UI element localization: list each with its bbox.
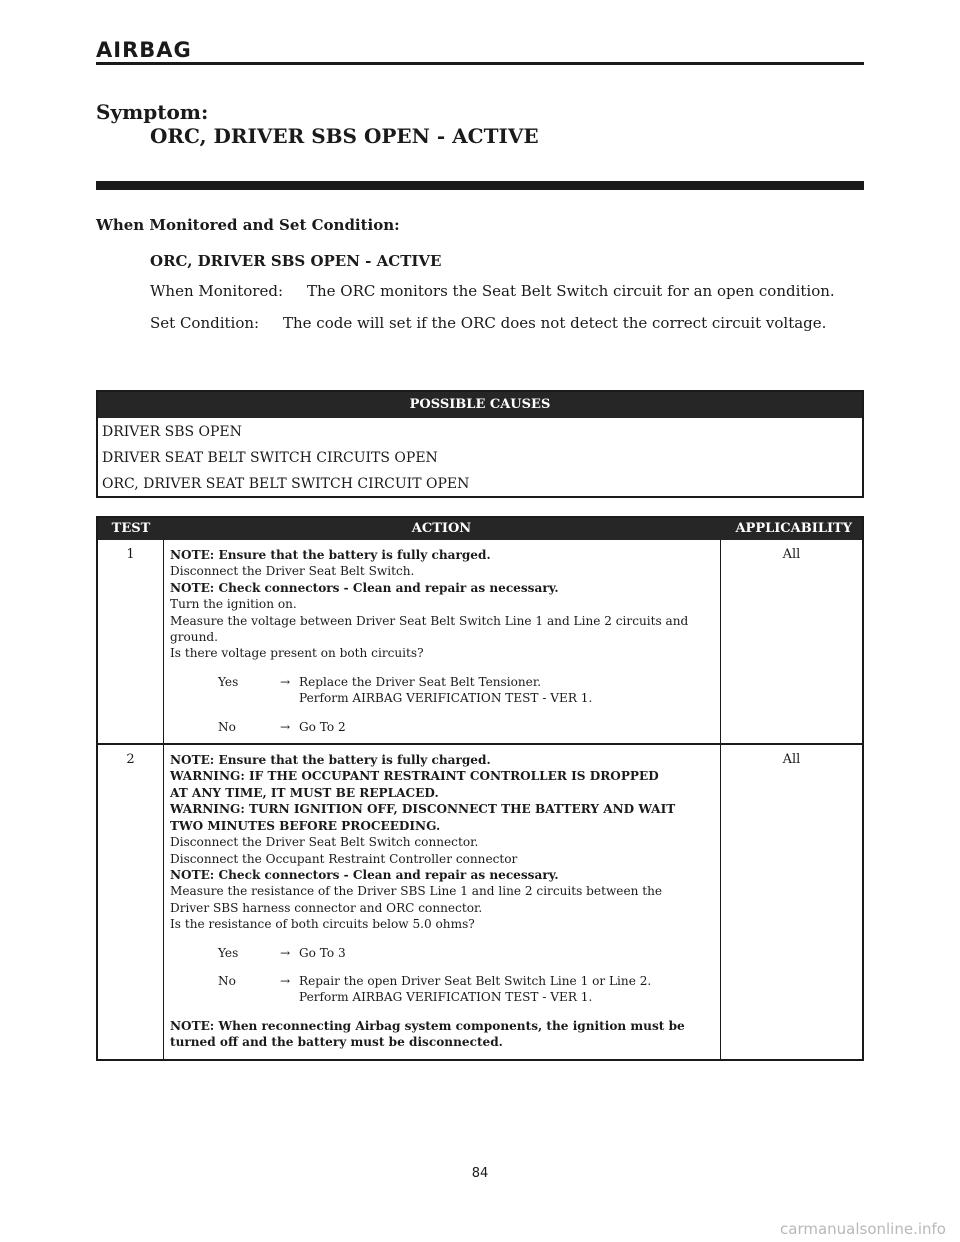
action-line: NOTE: Check connectors - Clean and repair as necessary.	[170, 580, 559, 595]
no-result: Perform AIRBAG VERIFICATION TEST - VER 1.	[299, 990, 593, 1005]
test-applicability: All	[782, 547, 801, 562]
no-label: No	[218, 719, 236, 734]
action-column-header: ACTION	[411, 521, 472, 536]
conditions-label: When Monitored and Set Condition:	[96, 216, 400, 234]
set-condition-line	[150, 314, 826, 332]
symptom-label: Symptom:	[96, 100, 209, 124]
arrow-icon: →	[280, 719, 291, 734]
action-line: Disconnect the Driver Seat Belt Switch.	[170, 564, 415, 579]
action-line: TWO MINUTES BEFORE PROCEEDING.	[170, 818, 441, 833]
action-line: WARNING: TURN IGNITION OFF, DISCONNECT THE BATTERY AND WAIT	[170, 802, 676, 817]
yes-result: Replace the Driver Seat Belt Tensioner.	[299, 674, 542, 689]
when-monitored-line	[150, 282, 835, 300]
reconnect-note: turned off and the battery must be disconnected.	[170, 1035, 503, 1050]
arrow-icon: →	[280, 674, 291, 689]
possible-causes-header: POSSIBLE CAUSES	[98, 392, 862, 418]
no-label: No	[218, 973, 236, 988]
no-result: Go To 2	[299, 719, 346, 734]
test-applicability: All	[782, 752, 801, 768]
reconnect-note: NOTE: When reconnecting Airbag system components, the ignition must be	[170, 1018, 685, 1033]
action-line: NOTE: Check connectors - Clean and repair as necessary.	[170, 867, 559, 882]
yes-label: Yes	[218, 674, 239, 689]
section-divider	[96, 181, 864, 190]
when-monitored-key: When Monitored:	[150, 282, 283, 300]
yes-label: Yes	[218, 945, 239, 960]
test-row-1	[98, 540, 862, 743]
when-monitored-value: The ORC monitors the Seat Belt Switch circuit for an open condition.	[307, 282, 835, 300]
test-table-header	[98, 518, 862, 540]
action-line: AT ANY TIME, IT MUST BE REPLACED.	[170, 785, 439, 800]
set-condition-value: The code will set if the ORC does not detect the correct circuit voltage.	[283, 314, 827, 332]
conditions-title: ORC, DRIVER SBS OPEN - ACTIVE	[150, 252, 442, 270]
test-row-2	[98, 743, 862, 1059]
set-condition-key: Set Condition:	[150, 314, 260, 332]
action-line: NOTE: Ensure that the battery is fully charged.	[170, 753, 491, 768]
possible-causes-table	[96, 390, 864, 498]
test-table	[96, 516, 864, 1061]
no-result: Repair the open Driver Seat Belt Switch Line 1 or Line 2.	[299, 973, 652, 988]
action-line: WARNING: IF THE OCCUPANT RESTRAINT CONTROLLER IS DROPPED	[170, 769, 659, 784]
test-action	[164, 745, 721, 1059]
symptom-title: ORC, DRIVER SBS OPEN - ACTIVE	[150, 124, 539, 148]
no-answer	[170, 973, 716, 1006]
test-number: 2	[98, 745, 164, 1059]
watermark: carmanualsonline.info	[780, 1220, 946, 1238]
action-line: Measure the resistance of the Driver SBS Line 1 and line 2 circuits between the	[170, 884, 663, 899]
arrow-icon: →	[280, 945, 291, 960]
test-action	[164, 540, 721, 743]
action-line: NOTE: Ensure that the battery is fully charged.	[170, 548, 491, 562]
test-number: 1	[98, 540, 164, 743]
page-number: 84	[471, 1166, 489, 1181]
action-line: Driver SBS harness connector and ORC connector.	[170, 900, 483, 915]
cause-item: DRIVER SEAT BELT SWITCH CIRCUITS OPEN	[102, 450, 438, 466]
no-answer	[170, 719, 716, 735]
action-line: Measure the voltage between Driver Seat Belt Switch Line 1 and Line 2 circuits and	[170, 613, 689, 628]
yes-answer	[170, 674, 716, 707]
action-line: Turn the ignition on.	[170, 597, 297, 612]
action-line: Is there voltage present on both circuits?	[170, 646, 424, 661]
action-line: ground.	[170, 630, 218, 645]
applicability-column-header: APPLICABILITY	[735, 521, 852, 536]
section-header: AIRBAG	[96, 38, 192, 62]
yes-result: Go To 3	[299, 945, 346, 960]
test-column-header: TEST	[111, 521, 151, 536]
cause-item: DRIVER SBS OPEN	[102, 424, 242, 440]
header-rule	[96, 62, 864, 65]
action-line: Disconnect the Occupant Restraint Controller connector	[170, 851, 518, 866]
yes-result: Perform AIRBAG VERIFICATION TEST - VER 1.	[299, 691, 593, 706]
yes-answer	[170, 945, 716, 961]
action-line: Is the resistance of both circuits below 5.0 ohms?	[170, 917, 475, 932]
arrow-icon: →	[280, 973, 291, 988]
action-line: Disconnect the Driver Seat Belt Switch connector.	[170, 835, 479, 850]
cause-item: ORC, DRIVER SEAT BELT SWITCH CIRCUIT OPEN	[102, 476, 470, 492]
